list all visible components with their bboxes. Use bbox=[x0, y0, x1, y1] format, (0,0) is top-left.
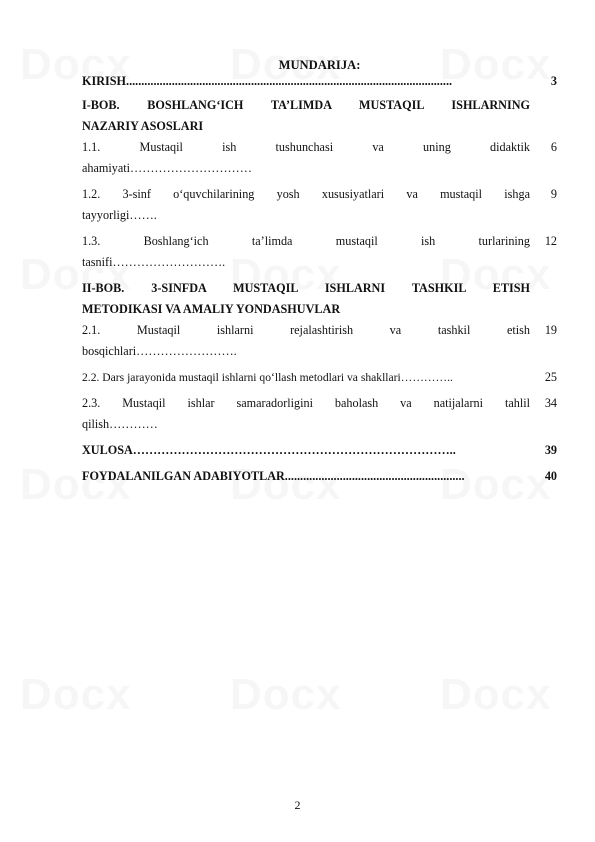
toc-entry-1-3[interactable] bbox=[82, 231, 557, 273]
toc-entry-text: 1.3. Boshlang‘ich ta’limda mustaqil ish turlarining bbox=[82, 234, 530, 248]
toc-entry-text: NAZARIY ASOSLARI bbox=[82, 119, 204, 133]
toc-entry-kirish[interactable] bbox=[82, 74, 557, 89]
toc-entry-1-2[interactable] bbox=[82, 184, 557, 226]
toc-entry-text: qilish………… bbox=[82, 417, 158, 431]
toc-page-number: 25 bbox=[544, 370, 557, 384]
toc-page-number: 40 bbox=[544, 469, 557, 483]
toc-page-number: 39 bbox=[544, 443, 557, 457]
toc-entry-text: 1.1. Mustaqil ish tushunchasi va uning didaktik bbox=[82, 140, 530, 154]
toc-page-number: 19 bbox=[544, 323, 557, 337]
watermark-text bbox=[230, 670, 342, 720]
toc-entry-text: 2.1. Mustaqil ishlarni rejalashtirish va tashkil etish bbox=[82, 323, 530, 337]
toc-entry-xulosa[interactable] bbox=[82, 440, 557, 461]
toc-entry-text: XULOSA…………………………………………………………………….. bbox=[82, 443, 456, 457]
toc-entry-text: I-BOB. BOSHLANG‘ICH TA’LIMDA MUSTAQIL ISHLARNING bbox=[82, 98, 530, 112]
toc-entry-text: bosqichlari……………………. bbox=[82, 344, 237, 358]
toc-entry-chapter-1[interactable] bbox=[82, 95, 557, 137]
toc-entry-text: tayyorligi……. bbox=[82, 208, 157, 222]
toc-entry-text: tasnifi………………………. bbox=[82, 255, 226, 269]
toc-page-number: 3 bbox=[550, 74, 557, 88]
toc-page-number: 6 bbox=[550, 140, 557, 154]
toc-entry-text: 2.2. Dars jarayonida mustaqil ishlarni qo‘llash metodlari va shakllari………….. bbox=[82, 371, 453, 384]
toc-entry-text: 1.2. 3-sinf o‘quvchilarining yosh xususiyatlari va mustaqil ishga bbox=[82, 187, 530, 201]
toc-entry-2-2[interactable] bbox=[82, 367, 557, 388]
toc-entry-text: METODIKASI VA AMALIY YONDASHUVLAR bbox=[82, 302, 341, 316]
page-number: 2 bbox=[294, 798, 301, 812]
toc-page-number: 9 bbox=[550, 187, 557, 201]
toc-entry-2-3[interactable] bbox=[82, 393, 557, 435]
toc-title: MUNDARIJA: bbox=[278, 58, 361, 72]
toc-entry-2-1[interactable] bbox=[82, 320, 557, 362]
toc-page-number: 12 bbox=[544, 234, 557, 248]
toc-entry-text: 2.3. Mustaqil ishlar samaradorligini baholash va natijalarni tahlil bbox=[82, 396, 530, 410]
watermark-text bbox=[440, 670, 552, 720]
toc-entry-text: ahamiyati………………………… bbox=[82, 161, 252, 175]
toc-entry-text: FOYDALANILGAN ADABIYOTLAR........................................................... bbox=[82, 469, 465, 483]
toc-entry-text: II-BOB. 3-SINFDA MUSTAQIL ISHLARNI TASHKIL ETISH bbox=[82, 281, 530, 295]
toc-entry-adabiyotlar[interactable] bbox=[82, 466, 557, 487]
toc-entry-chapter-2[interactable] bbox=[82, 278, 557, 320]
toc-entry-text: KIRISH........................................................................................................... bbox=[82, 74, 453, 88]
table-of-contents bbox=[82, 57, 557, 487]
toc-entry-1-1[interactable] bbox=[82, 137, 557, 179]
watermark-text bbox=[20, 670, 132, 720]
toc-page-number: 34 bbox=[544, 396, 557, 410]
